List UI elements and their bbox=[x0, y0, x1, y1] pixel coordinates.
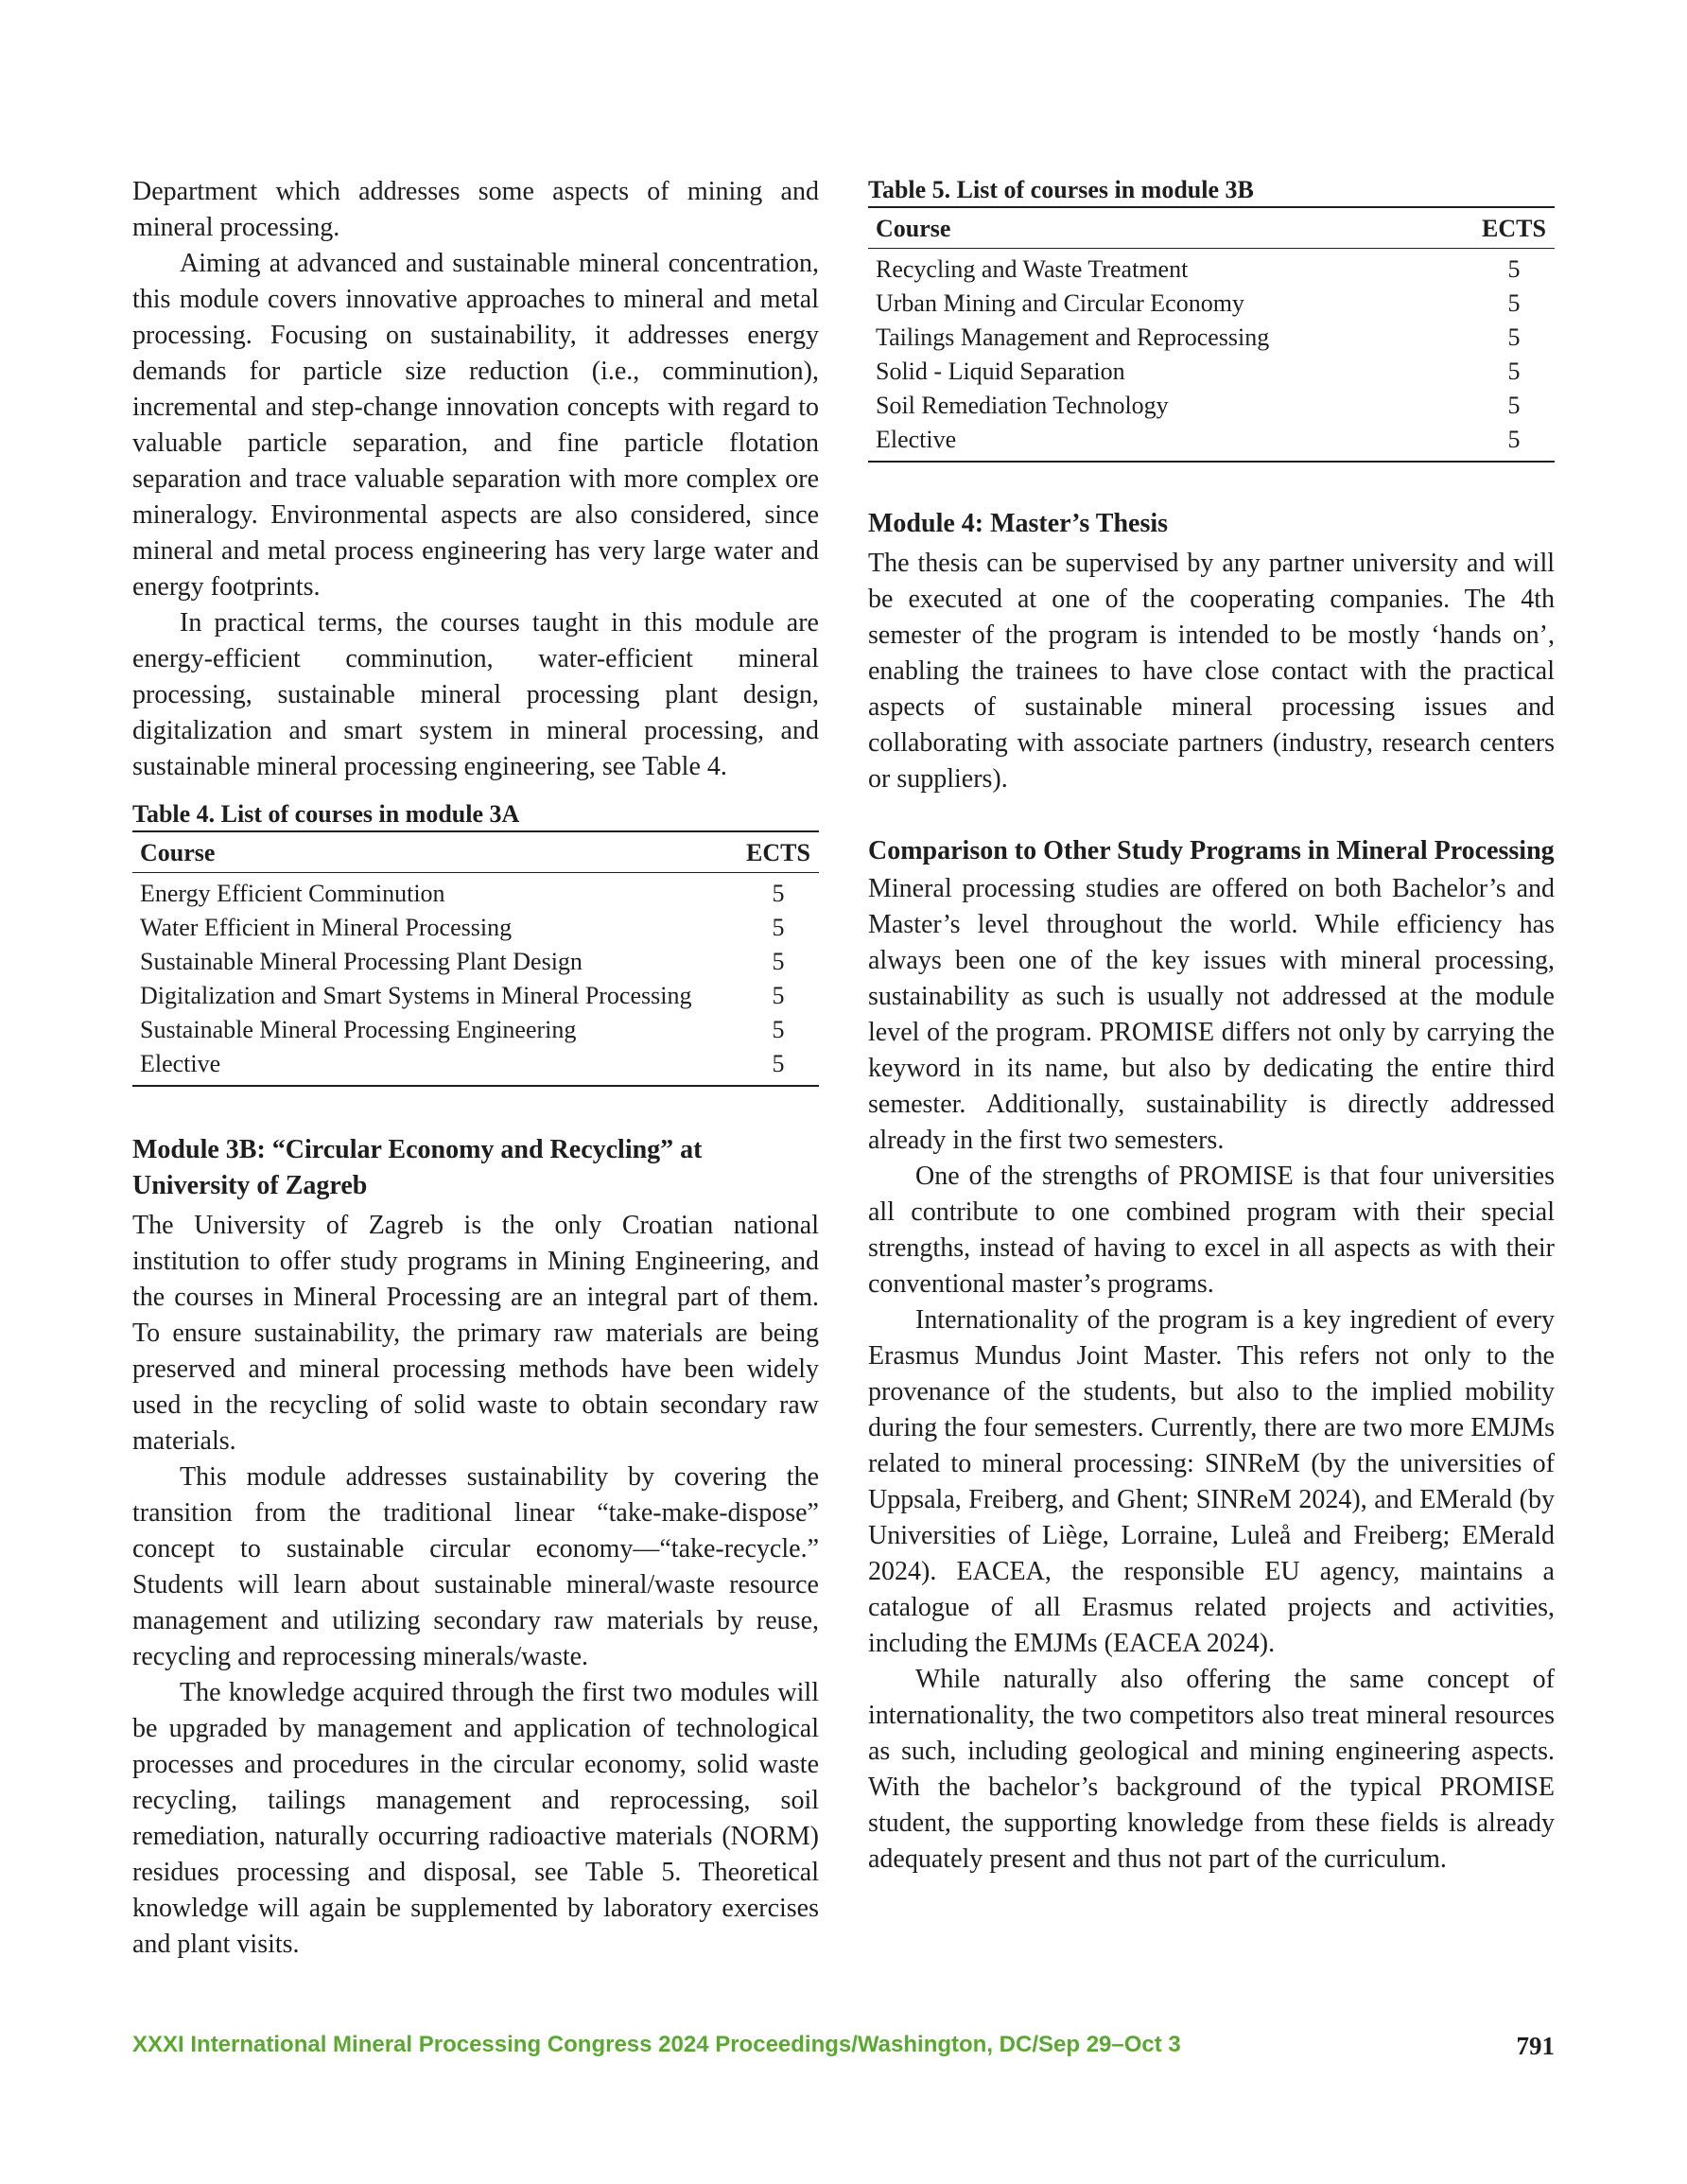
paragraph-zagreb: The University of Zagreb is the only Croatian national institution to offer study programs in Mining Engineering, and the courses in Mineral Processing are an integral part of them. To ensure sustainability, the primary raw materials are being preserved and mineral processing methods have been widely used in the recycling of solid waste to obtain secondary raw materials. bbox=[132, 1211, 819, 1456]
paragraph-competitors: While naturally also offering the same concept of internationality, the two competitors also treat mineral resources as such, including geological and mining engineering aspects. With the bachelor’s background of the typical PROMISE student, the supporting knowledge from these fields is already adequately present and thus not part of the curriculum. bbox=[868, 1665, 1555, 1874]
left-column bbox=[132, 174, 819, 1963]
table-5 bbox=[868, 174, 1555, 463]
ects-cell: 5 bbox=[1507, 323, 1521, 351]
paragraph-module3a-intro: Aiming at advanced and sustainable mineral concentration, this module covers innovative approaches to mineral and metal processing. Focusing on sustainability, it addresses energy demands for particle size reduction (i.e., comminution), incremental and step-change innovation concepts with regard to valuable particle separation, and fine particle flotation separation and trace valuable separation with more complex ore mineralogy. Environmental aspects are also considered, since mineral and metal process engineering has very large water and energy footprints. bbox=[132, 249, 819, 602]
right-column bbox=[868, 174, 1555, 1878]
ects-cell: 5 bbox=[772, 880, 785, 907]
column-header-ects: ECTS bbox=[1473, 207, 1555, 249]
table-row bbox=[132, 1013, 819, 1047]
ects-cell: 5 bbox=[772, 948, 785, 975]
table-row bbox=[132, 945, 819, 979]
page-number: 791 bbox=[1516, 2032, 1555, 2060]
table-header-row bbox=[132, 831, 819, 873]
course-cell: Water Efficient in Mineral Processing bbox=[140, 914, 513, 941]
ects-cell: 5 bbox=[772, 1016, 785, 1043]
heading-module-3b: Module 3B: “Circular Economy and Recycling” at University of Zagreb bbox=[132, 1135, 703, 1200]
table-row bbox=[132, 1047, 819, 1086]
ects-cell: 5 bbox=[1507, 255, 1521, 283]
paragraph-dept: Department which addresses some aspects of mining and mineral processing. bbox=[132, 177, 819, 242]
course-cell: Sustainable Mineral Processing Plant Design bbox=[140, 948, 583, 975]
ects-cell: 5 bbox=[772, 914, 785, 941]
table-row bbox=[868, 249, 1555, 288]
course-cell: Recycling and Waste Treatment bbox=[876, 255, 1189, 283]
table-row bbox=[868, 389, 1555, 423]
ects-cell: 5 bbox=[1507, 426, 1521, 453]
ects-cell: 5 bbox=[772, 982, 785, 1009]
paragraph-strengths: One of the strengths of PROMISE is that four universities all contribute to one combined program with their special strengths, instead of having to excel in all aspects as with their conventional master’s programs. bbox=[868, 1162, 1555, 1299]
footer-text: XXXI International Mineral Processing Congress 2024 Proceedings/Washington, DC/Sep 29–Oct 3 bbox=[132, 2032, 1181, 2057]
ects-cell: 5 bbox=[772, 1050, 785, 1077]
page-footer bbox=[132, 2032, 1555, 2064]
paragraph-thesis: The thesis can be supervised by any partner university and will be executed at one of the cooperating companies. The 4th semester of the program is intended to be mostly ‘hands on’, enabling the trainees to have close contact with the practical aspects of sustainable mineral processing issues and collaborating with associate partners (industry, research centers or suppliers). bbox=[868, 549, 1555, 794]
ects-cell: 5 bbox=[1507, 358, 1521, 385]
ects-cell: 5 bbox=[1507, 289, 1521, 317]
table-5-caption: Table 5. List of courses in module 3B bbox=[868, 176, 1254, 203]
table-row bbox=[868, 287, 1555, 321]
heading-comparison: Comparison to Other Study Programs in Mineral Processing bbox=[868, 836, 1555, 865]
table-row bbox=[868, 321, 1555, 355]
table-row bbox=[132, 979, 819, 1013]
column-header-ects: ECTS bbox=[738, 831, 819, 873]
course-cell: Soil Remediation Technology bbox=[876, 392, 1169, 419]
table-row bbox=[868, 355, 1555, 389]
paragraph-internationality: Internationality of the program is a key ingredient of every Erasmus Mundus Joint Master. This refers not only to the provenance of the students, but also to the implied mobility during the four semesters. Currently, there are two more EMJMs related to mineral processing: SINReM (by the universities of Uppsala, Freiberg, and Ghent; SINReM 2024), and EMerald (by Universities of Liège, Lorraine, Luleå and Freiberg; EMerald 2024). EACEA, the responsible EU agency, maintains a catalogue of all Erasmus related projects and activities, including the EMJMs (EACEA 2024). bbox=[868, 1305, 1555, 1658]
ects-cell: 5 bbox=[1507, 392, 1521, 419]
paragraph-module3a-courses: In practical terms, the courses taught in this module are energy-efficient comminution, water-efficient mineral processing, sustainable mineral processing plant design, digitalization and smart system in mineral processing, and sustainable mineral processing engineering, see Table 4. bbox=[132, 608, 819, 781]
course-cell: Digitalization and Smart Systems in Mineral Processing bbox=[140, 982, 692, 1009]
course-cell: Elective bbox=[140, 1050, 221, 1077]
table-header-row bbox=[868, 207, 1555, 249]
course-cell: Solid - Liquid Separation bbox=[876, 358, 1125, 385]
course-cell: Sustainable Mineral Processing Engineering bbox=[140, 1016, 577, 1043]
table-row bbox=[132, 911, 819, 945]
course-cell: Elective bbox=[876, 426, 957, 453]
column-header-course: Course bbox=[868, 207, 1473, 249]
paragraph-module3b-sustainability: This module addresses sustainability by covering the transition from the traditional linear “take-make-dispose” concept to sustainable circular economy—“take-recycle.” Students will learn about sustainable mineral/waste resource management and utilizing secondary raw materials by reuse, recycling and reprocessing minerals/waste. bbox=[132, 1462, 819, 1671]
table-4-caption: Table 4. List of courses in module 3A bbox=[132, 800, 520, 828]
table-row bbox=[868, 423, 1555, 462]
paragraph-comparison: Mineral processing studies are offered on both Bachelor’s and Master’s level throughout the world. While efficiency has always been one of the key issues with mineral processing, sustainability as such is usually not addressed at the module level of the program. PROMISE differs not only by carrying the keyword in its name, but also by dedicating the entire third semester. Additionally, sustainability is directly addressed already in the first two semesters. bbox=[868, 874, 1555, 1155]
course-cell: Tailings Management and Reprocessing bbox=[876, 323, 1270, 351]
table-4 bbox=[132, 798, 819, 1087]
course-cell: Energy Efficient Comminution bbox=[140, 880, 445, 907]
paragraph-module3b-knowledge: The knowledge acquired through the first two modules will be upgraded by management and application of technological processes and procedures in the circular economy, solid waste recycling, tailings management and reprocessing, soil remediation, naturally occurring radioactive materials (NORM) residues processing and disposal, see Table 5. Theoretical knowledge will again be supplemented by laboratory exercises and plant visits. bbox=[132, 1678, 819, 1959]
course-cell: Urban Mining and Circular Economy bbox=[876, 289, 1244, 317]
table-row bbox=[132, 873, 819, 912]
column-header-course: Course bbox=[132, 831, 738, 873]
heading-module-4: Module 4: Master’s Thesis bbox=[868, 509, 1169, 538]
